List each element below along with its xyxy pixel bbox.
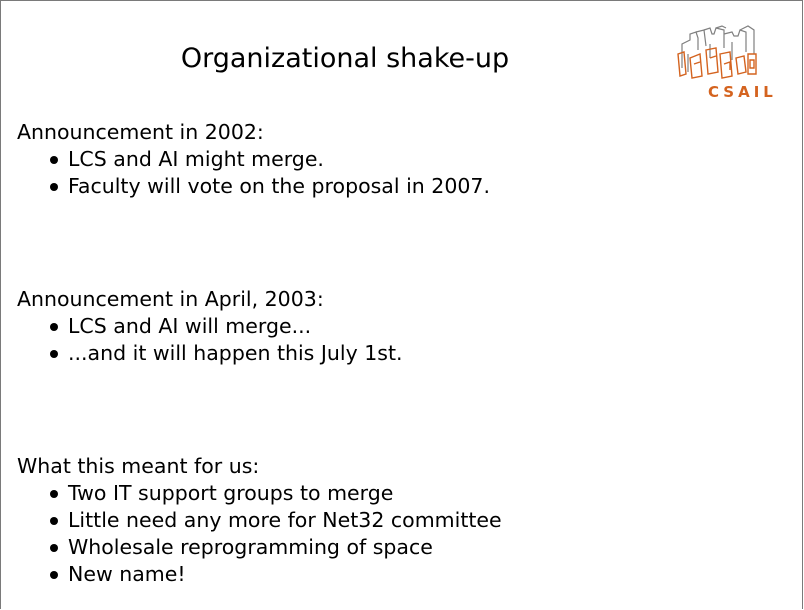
bullet-dot-icon (50, 156, 58, 164)
bullet-item (17, 507, 502, 534)
bullet-text: ...and it will happen this July 1st. (68, 341, 403, 365)
section-announcement-2002 (17, 119, 490, 200)
section-announcement-april-2003 (17, 286, 403, 367)
section-what-this-meant (17, 453, 502, 588)
section-heading: Announcement in 2002: (17, 120, 264, 144)
bullet-dot-icon (50, 350, 58, 358)
bullet-text: LCS and AI will merge... (68, 314, 312, 338)
section-heading: What this meant for us: (17, 454, 260, 478)
bullet-text: Faculty will vote on the proposal in 2007. (68, 174, 490, 198)
bullet-item (17, 146, 490, 173)
bullet-item (17, 480, 502, 507)
bullet-dot-icon (50, 323, 58, 331)
bullet-item (17, 313, 403, 340)
bullet-text: New name! (68, 562, 186, 586)
bullet-list (17, 313, 403, 367)
bullet-dot-icon (50, 571, 58, 579)
bullet-text: LCS and AI might merge. (68, 147, 324, 171)
bullet-list (17, 480, 502, 588)
bullet-item (17, 173, 490, 200)
bullet-item (17, 340, 403, 367)
bullet-dot-icon (50, 490, 58, 498)
bullet-item (17, 561, 502, 588)
logo-text: CSAIL (708, 83, 777, 101)
bullet-dot-icon (50, 544, 58, 552)
bullet-item (17, 534, 502, 561)
bullet-list (17, 146, 490, 200)
bullet-dot-icon (50, 183, 58, 191)
section-heading: Announcement in April, 2003: (17, 287, 324, 311)
bullet-text: Two IT support groups to merge (68, 481, 394, 505)
bullet-text: Little need any more for Net32 committee (68, 508, 502, 532)
bullet-text: Wholesale reprogramming of space (68, 535, 433, 559)
bullet-dot-icon (50, 517, 58, 525)
slide-title: Organizational shake-up (180, 43, 510, 74)
